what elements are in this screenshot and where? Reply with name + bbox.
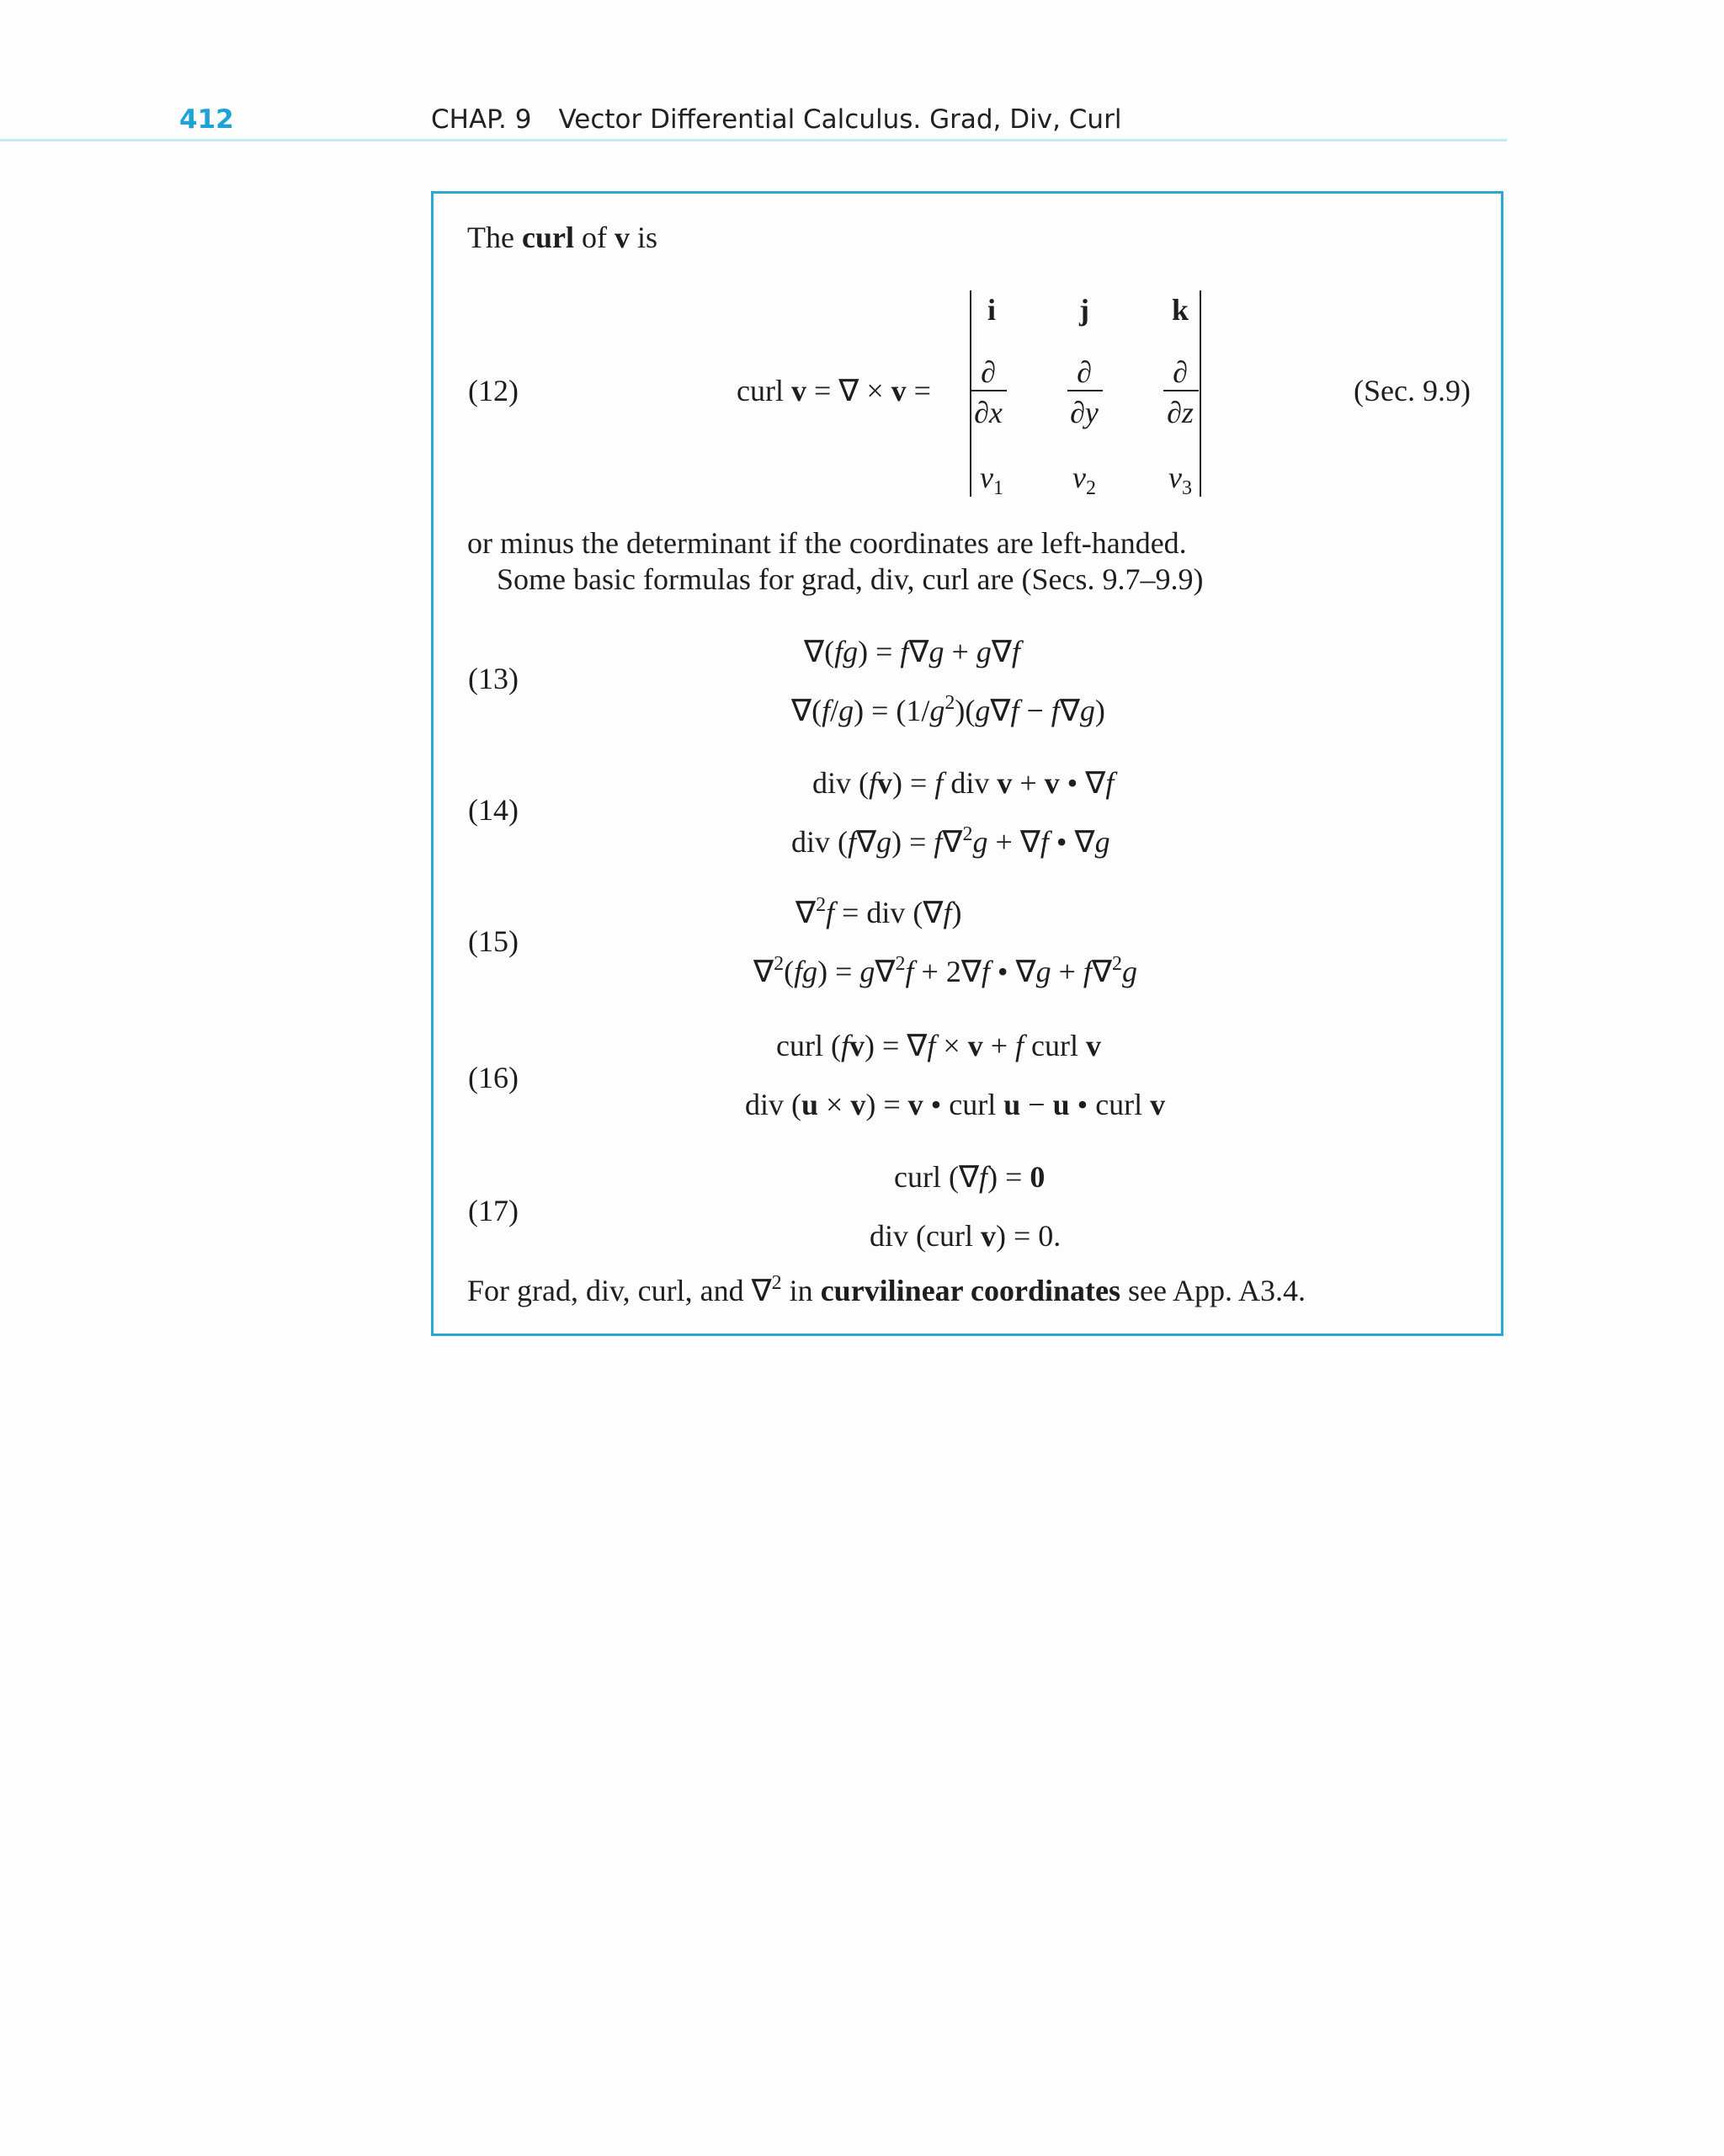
chapter-label: CHAP. 9 xyxy=(431,104,532,135)
eq15-line2: ∇$^2$(fg) = g∇$^2$f + 2∇f • ∇g + f∇$^2$g xyxy=(753,953,1138,988)
det-partial-x: ∂ xyxy=(981,355,996,389)
eq16-line2: div (u × v) = v • curl u − u • curl v xyxy=(745,1088,1166,1121)
page-number: 412 xyxy=(179,104,234,135)
det-denom-z: ∂z xyxy=(1167,396,1194,429)
det-v3: $v_3$ xyxy=(1168,460,1192,500)
running-head xyxy=(431,104,1121,135)
eq16-number: (16) xyxy=(468,1061,519,1094)
header-rule xyxy=(0,139,1507,141)
det-partial-y: ∂ xyxy=(1077,355,1092,389)
eq12-reference: (Sec. 9.9) xyxy=(1354,374,1471,407)
eq17-number: (17) xyxy=(468,1194,519,1227)
eq13-number: (13) xyxy=(468,662,519,695)
curl-intro: The curl of v is xyxy=(467,221,657,254)
eq13-line2: $\nabla(f/g) = (1/g^2)(g\nabla f - f\nabla g)$ xyxy=(791,692,1105,727)
det-partial-z: ∂ xyxy=(1173,355,1188,389)
det-denom-y: ∂y xyxy=(1070,396,1099,429)
eq13-line1: ∇(fg) = f∇g + g∇f xyxy=(804,635,1020,668)
det-k: k xyxy=(1171,293,1189,327)
eq12-number: (12) xyxy=(468,374,519,407)
eq17-line2: div (curl v) = 0. xyxy=(870,1219,1062,1253)
eq17-line1: curl (∇f) = 0 xyxy=(894,1160,1046,1194)
det-denom-x: ∂x xyxy=(974,396,1003,429)
det-frac-line-y xyxy=(1067,390,1103,391)
eq12-lhs: curl v = ∇ × v = xyxy=(737,374,931,407)
det-frac-line-x xyxy=(971,390,1007,391)
det-frac-line-z xyxy=(1163,390,1199,391)
curvilinear-note: For grad, div, curl, and ∇$^2$ in curvilinear coordinates see App. A3.4. xyxy=(467,1272,1306,1307)
eq15-line1: ∇$^2$f = div (∇f) xyxy=(795,894,962,929)
eq14-line1: div (fv) = f div v + v • ∇f xyxy=(812,766,1115,800)
paragraph-left-handed: or minus the determinant if the coordinates are left-handed. xyxy=(467,526,1187,560)
eq16-line1: curl (fv) = ∇f × v + f curl v xyxy=(776,1029,1101,1062)
det-v2: $v_2$ xyxy=(1072,460,1096,500)
chapter-title: Vector Differential Calculus. Grad, Div, Curl xyxy=(558,104,1122,135)
eq14-number: (14) xyxy=(468,793,519,827)
det-v1: $v_1$ xyxy=(980,460,1003,500)
eq14-line2: div (f∇g) = f∇$^2$g + ∇f • ∇g xyxy=(791,823,1110,859)
paragraph-basic-formulas: Some basic formulas for grad, div, curl are (Secs. 9.7–9.9) xyxy=(497,562,1204,596)
det-j: j xyxy=(1079,293,1089,327)
eq15-number: (15) xyxy=(468,924,519,958)
det-i: i xyxy=(987,293,996,327)
